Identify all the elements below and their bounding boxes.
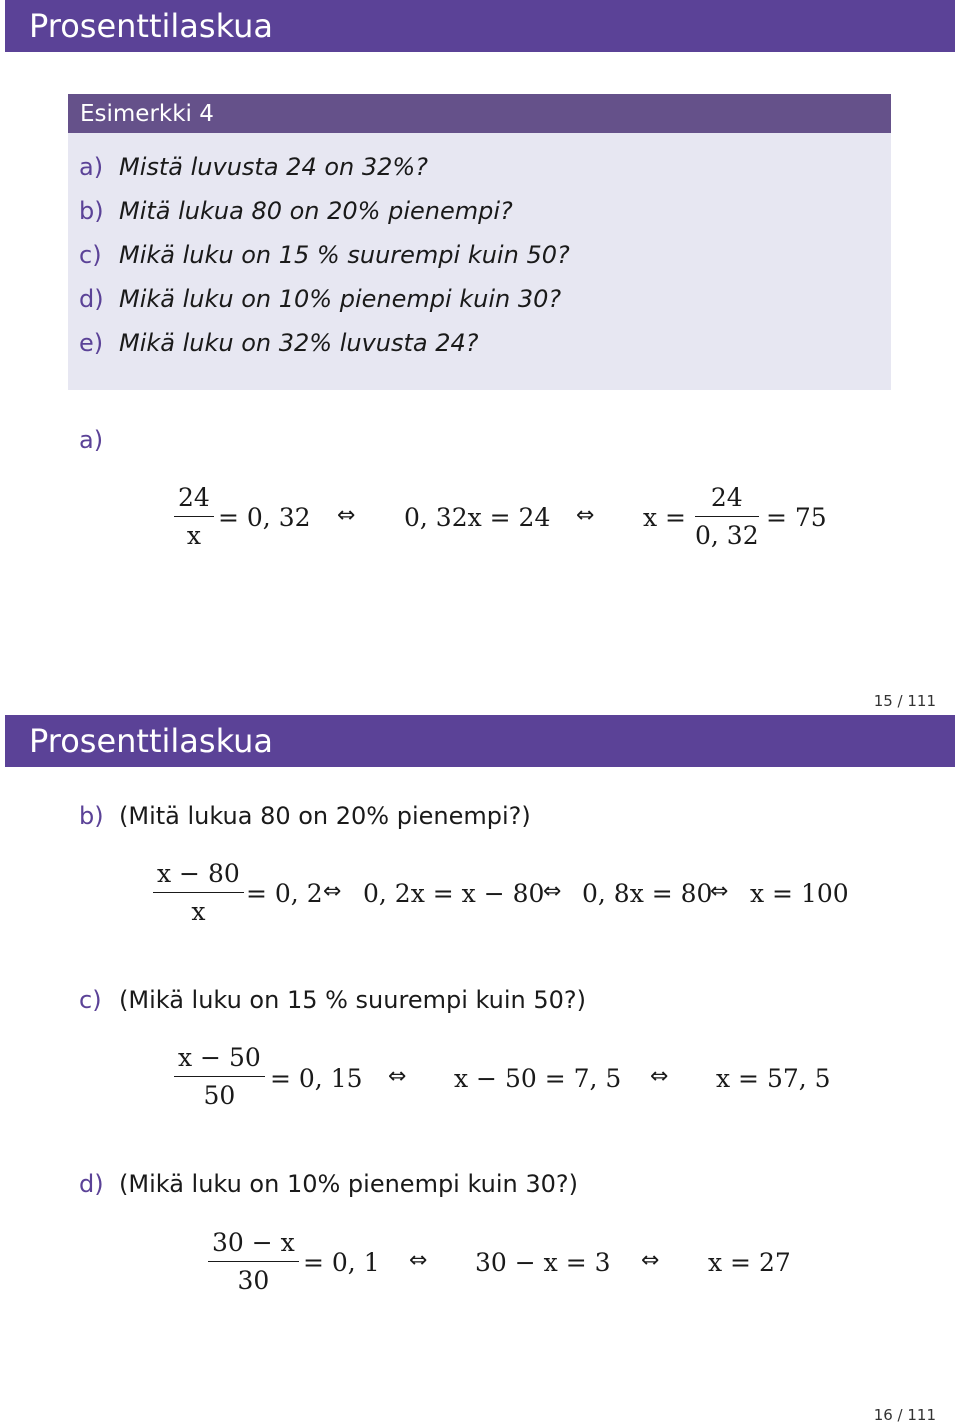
item-text: Mistä luvusta 24 on 32%? [119,153,428,181]
item-label: d) [79,285,104,313]
solution-a-section [79,426,119,454]
equivalence-arrow-icon: ⇔ [576,503,595,528]
example-item-d [79,285,891,329]
solution-b-fraction [153,859,244,926]
item-text: Mikä luku on 32% luvusta 24? [119,329,479,357]
equivalence-arrow-icon: ⇔ [710,879,729,904]
slide-2-page-number: 16 / 111 [873,1406,936,1424]
equivalence-arrow-icon: ⇔ [337,503,356,528]
question-text: (Mitä lukua 80 on 20% pienempi?) [119,802,531,830]
slide-1-title: Prosenttilaskua [29,7,273,45]
solution-b-eq-2: 0, 2x = x − 80 [363,879,545,908]
item-label: e) [79,329,104,357]
solution-b-eq-1: = 0, 2 [246,879,323,908]
fraction-denominator: 50 [203,1081,236,1110]
solution-c-eq-3: x = 57, 5 [716,1064,831,1093]
example-block [68,94,891,390]
example-item-c [79,241,891,285]
question-text: (Mikä luku on 10% pienempi kuin 30?) [119,1170,578,1198]
solution-d-label: d) [79,1170,104,1198]
example-item-b [79,197,891,241]
fraction-numerator: 24 [174,483,214,517]
example-list [68,133,891,373]
solution-a-fraction-2 [695,483,759,550]
solution-d-eq-3: x = 27 [708,1248,791,1277]
slide-1-page-number: 15 / 111 [873,692,936,710]
solution-a-eq-1: = 0, 32 [218,503,311,532]
solution-b-eq-4: x = 100 [750,879,849,908]
slide-2-title: Prosenttilaskua [29,722,273,760]
solution-b-question [79,802,531,830]
example-item-e [79,329,891,373]
solution-d-fraction [208,1228,299,1295]
solution-c-question [79,986,586,1014]
fraction-denominator: x [191,897,206,926]
solution-d-question [79,1170,578,1198]
equivalence-arrow-icon: ⇔ [650,1064,669,1089]
item-label: a) [79,153,104,181]
fraction-numerator: 30 − x [208,1228,299,1262]
slide-1-title-bar [5,0,955,52]
solution-b-label: b) [79,802,104,830]
solution-a-eq-2: 0, 32x = 24 [404,503,551,532]
solution-a-label: a) [79,426,104,454]
equivalence-arrow-icon: ⇔ [641,1248,660,1273]
item-text: Mitä lukua 80 on 20% pienempi? [119,197,513,225]
fraction-denominator: 0, 32 [695,521,759,550]
solution-c-fraction [174,1043,265,1110]
fraction-numerator: 24 [695,483,759,517]
slide-2-title-bar [5,715,955,767]
fraction-denominator: x [186,521,201,550]
solution-d-eq-1: = 0, 1 [303,1248,380,1277]
solution-c-eq-1: = 0, 15 [270,1064,363,1093]
item-text: Mikä luku on 15 % suurempi kuin 50? [119,241,570,269]
solution-b-eq-3: 0, 8x = 80 [582,879,713,908]
equivalence-arrow-icon: ⇔ [323,879,342,904]
question-text: (Mikä luku on 15 % suurempi kuin 50?) [119,986,587,1014]
equivalence-arrow-icon: ⇔ [543,879,562,904]
solution-a-eq-3: x = [643,503,686,532]
example-block-title: Esimerkki 4 [68,94,891,133]
equivalence-arrow-icon: ⇔ [388,1064,407,1089]
fraction-denominator: 30 [237,1266,270,1295]
solution-a-fraction-1 [174,483,214,550]
fraction-numerator: x − 80 [153,859,244,893]
fraction-numerator: x − 50 [174,1043,265,1077]
solution-c-label: c) [79,986,102,1014]
item-text: Mikä luku on 10% pienempi kuin 30? [119,285,562,313]
equivalence-arrow-icon: ⇔ [409,1248,428,1273]
solution-c-eq-2: x − 50 = 7, 5 [454,1064,622,1093]
example-item-a [79,153,891,197]
solution-a-eq-4: = 75 [766,503,827,532]
solution-d-eq-2: 30 − x = 3 [475,1248,611,1277]
item-label: c) [79,241,102,269]
item-label: b) [79,197,104,225]
